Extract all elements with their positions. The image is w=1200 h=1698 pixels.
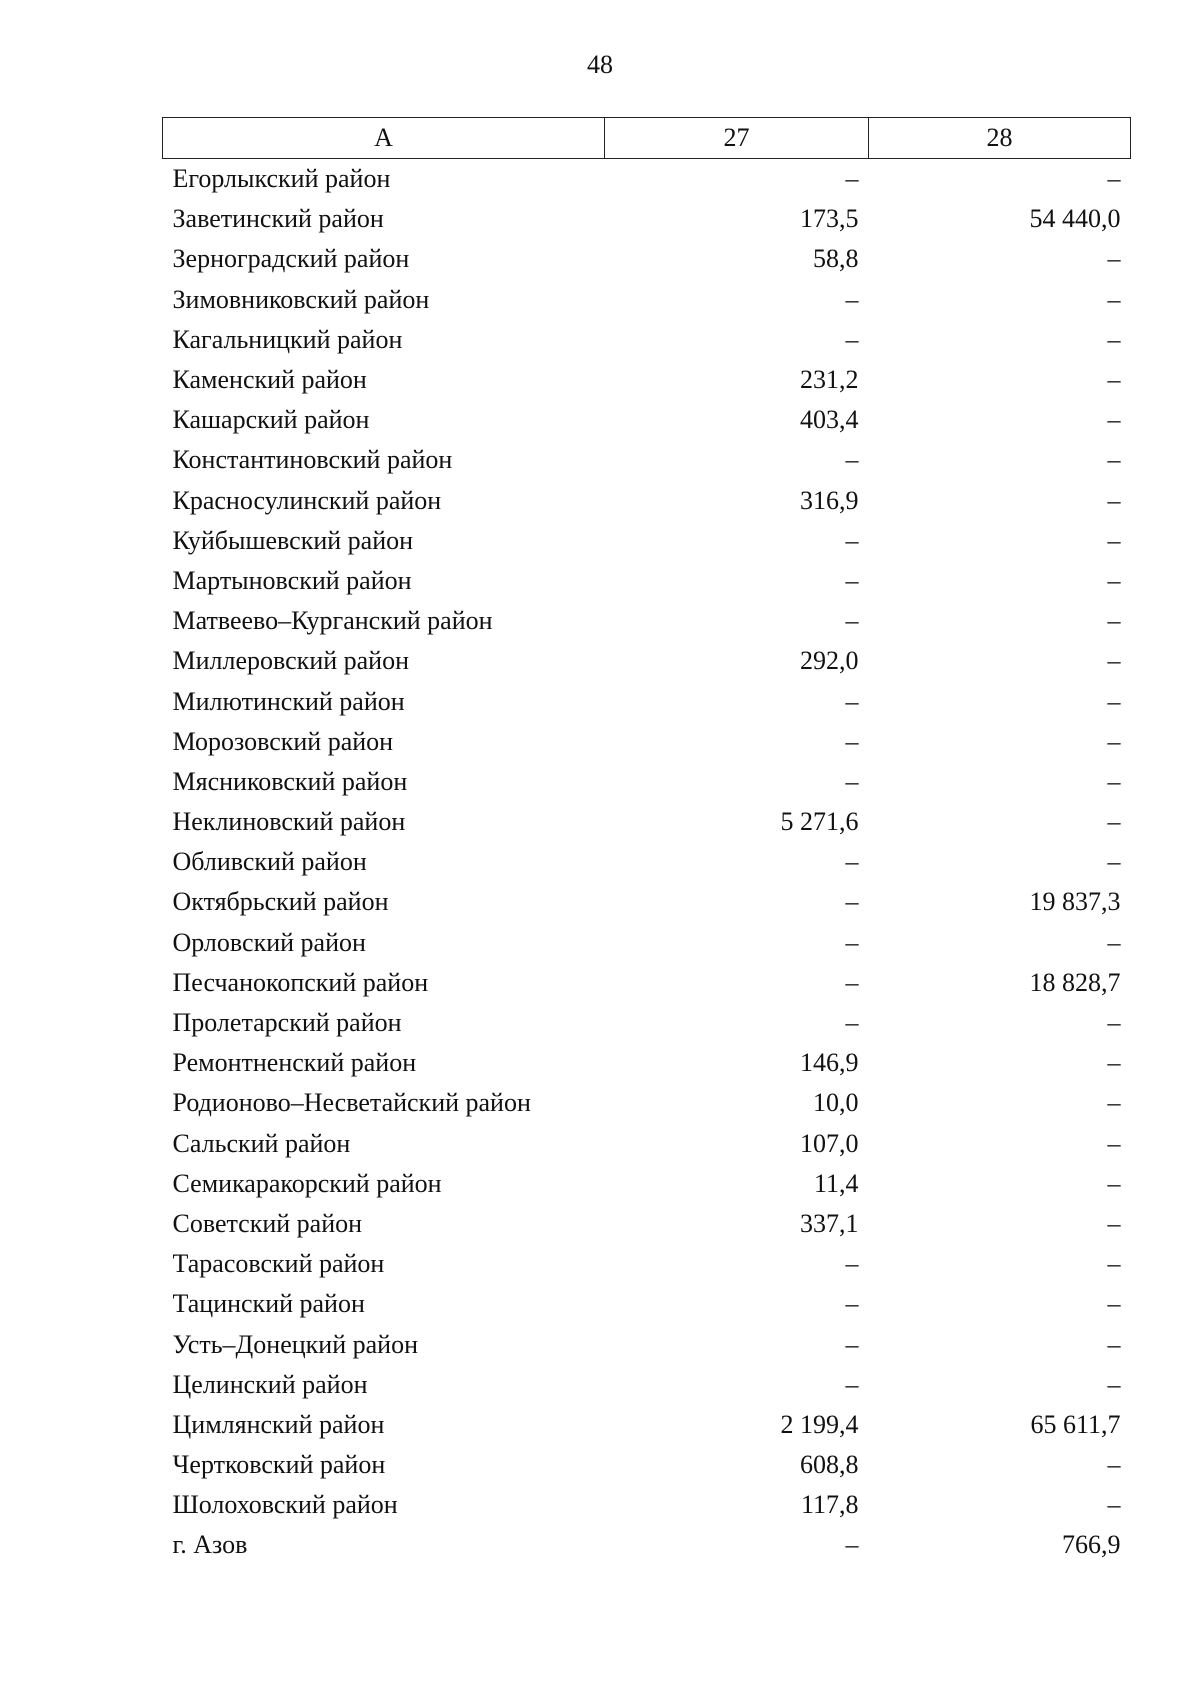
table-row: [163, 1083, 1131, 1123]
value-27-cell: 316,9: [800, 485, 859, 515]
value-28-cell: –: [1107, 445, 1121, 475]
district-name-cell: Матвеево–Курганский район: [172, 606, 493, 636]
district-name-cell: Тацинский район: [172, 1289, 365, 1319]
value-27-cell: –: [845, 927, 859, 957]
header-row: [163, 118, 1131, 159]
table-row: [163, 1525, 1131, 1565]
value-28-cell: –: [1107, 1208, 1121, 1238]
district-name-cell: Тарасовский район: [172, 1249, 385, 1279]
value-28-cell: –: [1107, 1369, 1121, 1399]
district-name-cell: Сальский район: [172, 1128, 351, 1158]
value-28-cell: –: [1107, 1088, 1121, 1118]
district-name-cell: Орловский район: [172, 927, 366, 957]
value-28-cell: –: [1107, 405, 1121, 435]
value-27-cell: 10,0: [813, 1088, 859, 1118]
value-28-cell: –: [1107, 1128, 1121, 1158]
value-28-cell: –: [1107, 525, 1121, 555]
value-27-cell: –: [845, 565, 859, 595]
table-row: [163, 320, 1131, 360]
value-28-cell: –: [1107, 485, 1121, 515]
table-row: [163, 1043, 1131, 1083]
table-row: [163, 280, 1131, 320]
value-28-cell: –: [1107, 565, 1121, 595]
value-28-cell: –: [1107, 1048, 1121, 1078]
table-row: [163, 1324, 1131, 1364]
value-28-cell: –: [1107, 1289, 1121, 1319]
value-27-cell: 173,5: [800, 204, 859, 234]
table-row: [163, 239, 1131, 279]
district-name-cell: Обливский район: [172, 847, 367, 877]
value-28-cell: 19 837,3: [1029, 887, 1121, 917]
district-name-cell: Мясниковский район: [172, 766, 408, 796]
table-row: [163, 1405, 1131, 1445]
value-28-cell: –: [1107, 244, 1121, 274]
table-row: [163, 601, 1131, 641]
district-name-cell: Чертковский район: [172, 1450, 386, 1480]
table-row: [163, 400, 1131, 440]
value-28-cell: –: [1107, 284, 1121, 314]
table-row: [163, 440, 1131, 480]
value-27-cell: –: [845, 967, 859, 997]
value-28-cell: –: [1107, 324, 1121, 354]
table-body: [163, 159, 1131, 1566]
district-name-cell: Октябрьский район: [172, 887, 389, 917]
district-name-cell: Пролетарский район: [172, 1008, 402, 1038]
value-27-cell: –: [845, 1249, 859, 1279]
table-row: [163, 963, 1131, 1003]
value-27-cell: –: [845, 284, 859, 314]
district-name-cell: Морозовский район: [172, 726, 394, 756]
value-28-cell: –: [1107, 646, 1121, 676]
value-27-cell: 5 271,6: [780, 807, 859, 837]
value-27-cell: 2 199,4: [780, 1409, 859, 1439]
value-28-cell: –: [1107, 1168, 1121, 1198]
value-27-cell: –: [845, 606, 859, 636]
value-28-cell: –: [1107, 1249, 1121, 1279]
table-row: [163, 1244, 1131, 1284]
district-name-cell: Неклиновский район: [172, 807, 406, 837]
value-27-cell: –: [845, 164, 859, 194]
district-name-cell: Зимовниковский район: [172, 284, 430, 314]
district-name-cell: Шолоховский район: [172, 1490, 398, 1520]
table-row: [163, 481, 1131, 521]
table-row: [163, 681, 1131, 721]
value-28-cell: –: [1107, 726, 1121, 756]
value-28-cell: –: [1107, 1329, 1121, 1359]
district-name-cell: Усть–Донецкий район: [172, 1329, 418, 1359]
value-27-cell: –: [845, 1289, 859, 1319]
district-name-cell: Константиновский район: [172, 445, 453, 475]
table-row: [163, 882, 1131, 922]
value-27-cell: –: [845, 847, 859, 877]
district-name-cell: Куйбышевский район: [172, 525, 414, 555]
value-27-cell: 337,1: [800, 1208, 859, 1238]
district-name-cell: Каменский район: [172, 365, 367, 395]
value-28-cell: –: [1107, 1450, 1121, 1480]
value-27-cell: 231,2: [800, 365, 859, 395]
table-row: [163, 923, 1131, 963]
district-name-cell: Целинский район: [172, 1369, 368, 1399]
table-row: [163, 1003, 1131, 1043]
table-row: [163, 1164, 1131, 1204]
table-row: [163, 1124, 1131, 1164]
value-28-cell: –: [1107, 1490, 1121, 1520]
value-28-cell: –: [1107, 606, 1121, 636]
district-name-cell: Кашарский район: [172, 405, 370, 435]
district-name-cell: Семикаракорский район: [172, 1168, 442, 1198]
value-28-cell: –: [1107, 686, 1121, 716]
value-27-cell: 292,0: [800, 646, 859, 676]
table-row: [163, 561, 1131, 601]
data-table: [162, 117, 1131, 1566]
table-row: [163, 842, 1131, 882]
district-name-cell: Милютинский район: [172, 686, 405, 716]
value-27-cell: –: [845, 324, 859, 354]
value-27-cell: –: [845, 887, 859, 917]
district-name-cell: Родионово–Несветайский район: [172, 1088, 531, 1118]
header-cell-28: 28: [869, 118, 1131, 159]
value-27-cell: –: [845, 445, 859, 475]
value-27-cell: 117,8: [800, 1490, 859, 1520]
value-27-cell: 146,9: [800, 1048, 859, 1078]
value-27-cell: 608,8: [800, 1450, 859, 1480]
value-28-cell: 18 828,7: [1029, 967, 1121, 997]
district-name-cell: г. Азов: [172, 1530, 248, 1560]
value-27-cell: 403,4: [800, 405, 859, 435]
table-row: [163, 802, 1131, 842]
district-name-cell: Цимлянский район: [172, 1409, 385, 1439]
page-number: 48: [587, 50, 613, 79]
district-name-cell: Заветинский район: [172, 204, 384, 234]
value-28-cell: –: [1107, 1008, 1121, 1038]
value-28-cell: 766,9: [1062, 1530, 1121, 1560]
district-name-cell: Красносулинский район: [172, 485, 442, 515]
district-name-cell: Егорлыкский район: [172, 164, 391, 194]
value-28-cell: 54 440,0: [1029, 204, 1121, 234]
value-27-cell: 58,8: [813, 244, 859, 274]
header-cell-a: А: [163, 118, 605, 159]
value-27-cell: –: [845, 686, 859, 716]
table-row: [163, 1365, 1131, 1405]
value-27-cell: –: [845, 766, 859, 796]
value-27-cell: –: [845, 1530, 859, 1560]
value-27-cell: 11,4: [813, 1168, 859, 1198]
table-row: [163, 1445, 1131, 1485]
value-27-cell: –: [845, 525, 859, 555]
table-row: [163, 722, 1131, 762]
value-28-cell: 65 611,7: [1030, 1409, 1121, 1439]
value-27-cell: –: [845, 726, 859, 756]
district-name-cell: Миллеровский район: [172, 646, 410, 676]
district-name-cell: Кагальницкий район: [172, 324, 403, 354]
value-27-cell: –: [845, 1369, 859, 1399]
value-27-cell: 107,0: [800, 1128, 859, 1158]
district-name-cell: Песчанокопский район: [172, 967, 429, 997]
table-row: [163, 199, 1131, 239]
value-28-cell: –: [1107, 164, 1121, 194]
district-name-cell: Ремонтненский район: [172, 1048, 417, 1078]
table-row: [163, 360, 1131, 400]
table-row: [163, 1284, 1131, 1324]
district-name-cell: Зерноградский район: [172, 244, 410, 274]
value-28-cell: –: [1107, 927, 1121, 957]
table-row: [163, 159, 1131, 200]
table-header: [163, 118, 1131, 159]
value-27-cell: –: [845, 1008, 859, 1038]
table-row: [163, 521, 1131, 561]
table-row: [163, 1204, 1131, 1244]
value-28-cell: –: [1107, 847, 1121, 877]
district-name-cell: Советский район: [172, 1208, 363, 1238]
value-28-cell: –: [1107, 807, 1121, 837]
table-row: [163, 762, 1131, 802]
district-name-cell: Мартыновский район: [172, 565, 412, 595]
value-28-cell: –: [1107, 365, 1121, 395]
header-cell-27: 27: [605, 118, 869, 159]
table-row: [163, 641, 1131, 681]
value-27-cell: –: [845, 1329, 859, 1359]
value-28-cell: –: [1107, 766, 1121, 796]
table-row: [163, 1485, 1131, 1525]
